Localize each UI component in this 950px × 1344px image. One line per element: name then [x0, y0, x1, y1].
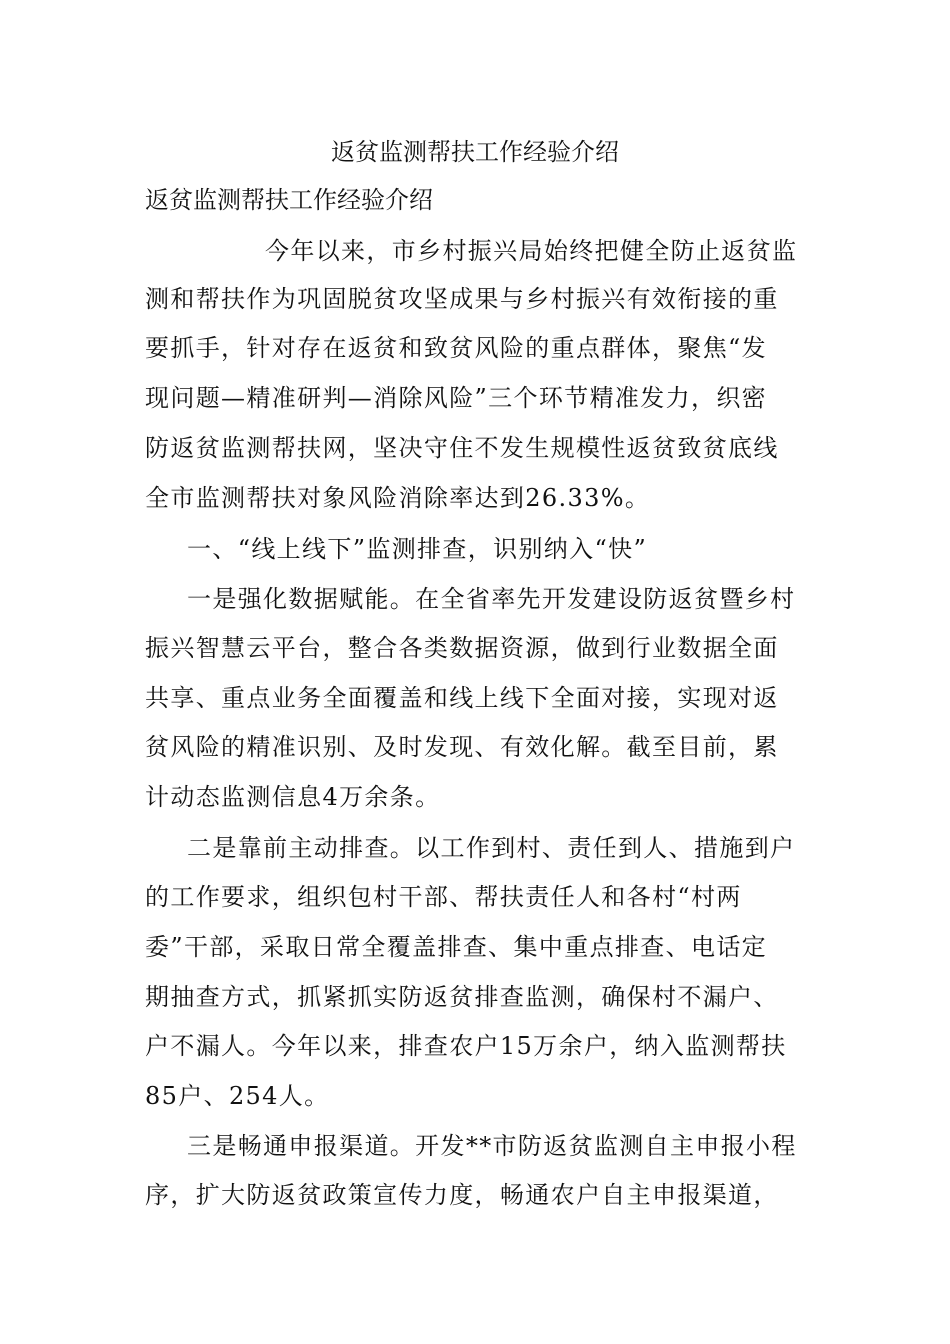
paragraph-1-line-4: 现问题—精准研判—消除风险”三个环节精准发力，织密 [145, 384, 768, 412]
paragraph-1-line-6: 全市监测帮扶对象风险消除率达到26.33%。 [145, 484, 651, 512]
paragraph-4-line-1: 三是畅通申报渠道。开发**市防返贫监测自主申报小程 [187, 1132, 797, 1160]
paragraph-3-line-6: 85户、254人。 [145, 1082, 330, 1110]
paragraph-2-line-3: 共享、重点业务全面覆盖和线上线下全面对接，实现对返 [145, 684, 779, 712]
document-subtitle: 返贫监测帮扶工作经验介绍 [145, 186, 433, 214]
paragraph-1-line-2: 测和帮扶作为巩固脱贫攻坚成果与乡村振兴有效衔接的重 [145, 285, 779, 313]
paragraph-2-line-1: 一是强化数据赋能。在全省率先开发建设防返贫暨乡村 [187, 585, 796, 613]
paragraph-3-line-3: 委”干部，采取日常全覆盖排查、集中重点排查、电话定 [145, 933, 768, 961]
paragraph-2-line-5: 计动态监测信息4万余条。 [145, 783, 441, 811]
document-title: 返贫监测帮扶工作经验介绍 [331, 138, 619, 166]
paragraph-1-line-5: 防返贫监测帮扶网，坚决守住不发生规模性返贫致贫底线 [145, 434, 779, 462]
section-heading-1: 一、“线上线下”监测排查，识别纳入“快” [187, 535, 648, 563]
paragraph-2-line-2: 振兴智慧云平台，整合各类数据资源，做到行业数据全面 [145, 634, 779, 662]
paragraph-2-line-4: 贫风险的精准识别、及时发现、有效化解。截至目前，累 [145, 733, 779, 761]
paragraph-3-line-1: 二是靠前主动排查。以工作到村、责任到人、措施到户 [187, 834, 796, 862]
paragraph-3-line-2: 的工作要求，组织包村干部、帮扶责任人和各村“村两 [145, 883, 742, 911]
paragraph-1-line-3: 要抓手，针对存在返贫和致贫风险的重点群体，聚焦“发 [145, 334, 768, 362]
paragraph-1-line-1: 今年以来，市乡村振兴局始终把健全防止返贫监 [265, 237, 798, 265]
paragraph-4-line-2: 序，扩大防返贫政策宣传力度，畅通农户自主申报渠道， [145, 1181, 779, 1209]
paragraph-3-line-5: 户不漏人。今年以来，排查农户15万余户，纳入监测帮扶 [145, 1032, 787, 1060]
paragraph-3-line-4: 期抽查方式，抓紧抓实防返贫排查监测，确保村不漏户、 [145, 983, 779, 1011]
